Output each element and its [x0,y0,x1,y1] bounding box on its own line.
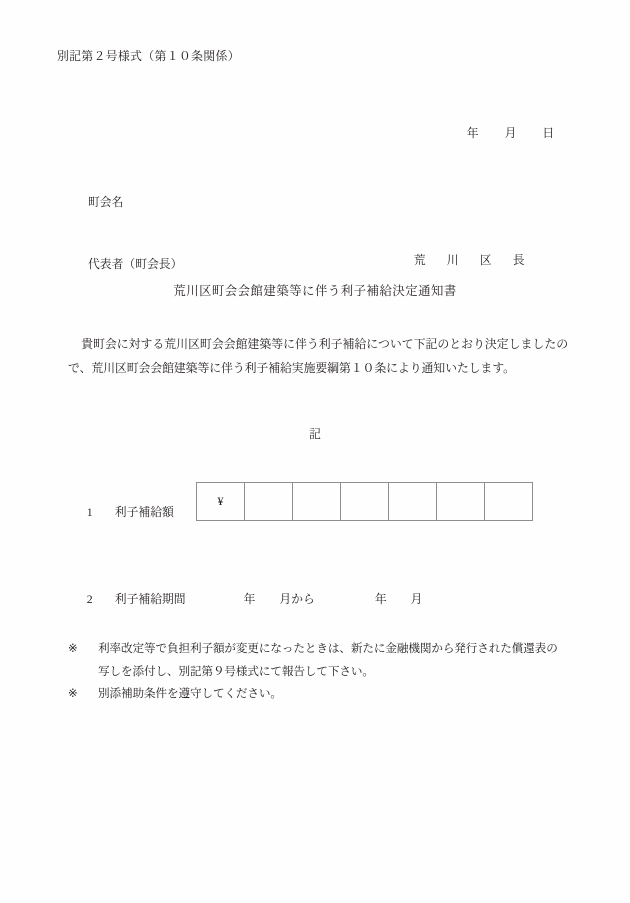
amount-cell-currency[interactable]: ¥ [197,483,245,521]
notes-block [68,638,578,706]
date-month-label: 月 [504,126,517,141]
amount-cell-5[interactable] [437,483,485,521]
item-1-label: 利子補給額 [114,505,174,520]
issuer-char-2: 川 [446,253,459,268]
note-2-line-1: 別添補助条件を遵守してください。 [98,687,282,701]
body-paragraph [68,333,568,380]
recipient-representative-label: 代表者（町会長） [88,257,183,272]
note-mark-icon: ※ [68,687,78,701]
note-1-line-1: 利率改定等で負担利子額が変更になったときは、新たに金融機関から発行された償還表の [98,642,558,655]
table-row [197,483,533,521]
recipient-organization-label: 町会名 [88,195,124,210]
item-2-label: 利子補給期間 [114,592,186,607]
item-2-row [75,566,422,633]
note-item-2 [68,683,578,706]
date-year-label: 年 [466,126,479,141]
item-1-row [75,479,174,546]
form-number-label: 別記第２号様式（第１０条関係） [57,49,240,63]
period-start-month-label: 月から [279,592,315,607]
document-title: 荒川区町会会館建築等に伴う利子補給決定通知書 [173,284,457,298]
amount-cell-4[interactable] [389,483,437,521]
item-1-number: 1 [86,505,93,520]
issuer-char-3: 区 [479,253,492,268]
item-2-number: 2 [86,592,93,607]
date-line [455,100,554,167]
period-end-month-label: 月 [410,592,423,607]
amount-cell-2[interactable] [293,483,341,521]
note-item-1 [68,638,578,661]
amount-entry-table [196,482,533,521]
period-start-year-label: 年 [243,592,256,607]
note-1-line-2: 写しを添付し、別記第９号様式にて報告して下さい。 [98,664,374,678]
amount-cell-6[interactable] [485,483,533,521]
amount-cell-3[interactable] [341,483,389,521]
issuer-char-1: 荒 [413,253,426,268]
date-day-label: 日 [542,126,555,141]
body-paragraph-text: 貴町会に対する荒川区町会会館建築等に伴う利子補給について下記のとおり決定しましたので、荒川区町会会館建築等に伴う利子補給実施要綱第１０条により通知いたします。 [68,337,568,375]
amount-cell-1[interactable] [245,483,293,521]
note-mark-icon: ※ [68,642,78,655]
period-end-year-label: 年 [374,592,387,607]
issuer-char-4: 長 [512,253,525,268]
ki-marker: 記 [309,427,321,441]
